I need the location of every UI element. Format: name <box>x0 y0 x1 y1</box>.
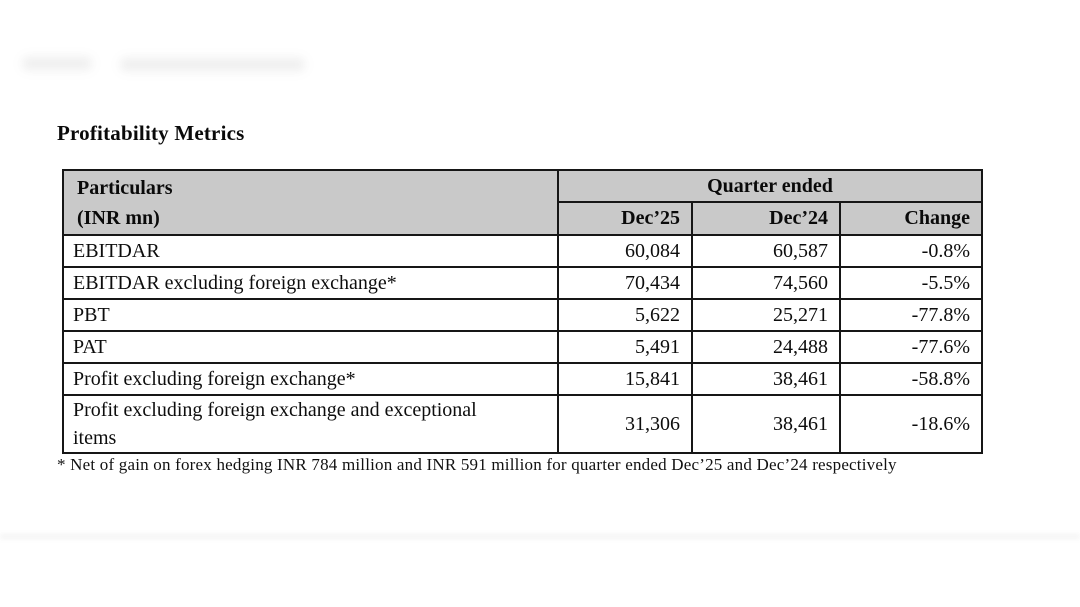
cell-change-value: -5.5% <box>840 267 982 299</box>
row-label: EBITDAR excluding foreign exchange* <box>63 267 558 299</box>
row-label: Profit excluding foreign exchange and exceptional items <box>63 395 558 453</box>
page-title: Profitability Metrics <box>57 121 245 145</box>
cell-dec25-value: 60,084 <box>558 235 692 267</box>
column-header-change: Change <box>840 202 982 235</box>
header-cell-quarter-ended: Quarter ended <box>558 170 982 202</box>
particulars-label-line2: (INR mn) <box>77 206 160 229</box>
cell-dec25-value: 5,622 <box>558 299 692 331</box>
table-row-profit-excl-fx-exceptional <box>63 395 982 453</box>
table-row-ebitdar <box>63 235 982 267</box>
row-label: EBITDAR <box>63 235 558 267</box>
table-row-pat <box>63 331 982 363</box>
cell-change-value: -0.8% <box>840 235 982 267</box>
cell-change-value: -77.6% <box>840 331 982 363</box>
table-header-row-1 <box>63 170 982 202</box>
profitability-table-container <box>62 169 983 454</box>
cell-dec25-value: 31,306 <box>558 395 692 453</box>
table-row-profit-excl-fx <box>63 363 982 395</box>
cell-change-value: -77.8% <box>840 299 982 331</box>
cell-dec25-value: 15,841 <box>558 363 692 395</box>
table-row-pbt <box>63 299 982 331</box>
cell-dec24-value: 38,461 <box>692 363 840 395</box>
cell-dec24-value: 25,271 <box>692 299 840 331</box>
cell-dec25-value: 70,434 <box>558 267 692 299</box>
profitability-table <box>62 169 983 454</box>
cell-dec24-value: 74,560 <box>692 267 840 299</box>
cell-dec25-value: 5,491 <box>558 331 692 363</box>
cell-change-value: -58.8% <box>840 363 982 395</box>
header-cell-particulars <box>63 170 558 235</box>
cell-dec24-value: 24,488 <box>692 331 840 363</box>
blur-artifact <box>22 57 92 70</box>
particulars-label-line1: Particulars <box>77 176 173 199</box>
row-label: PBT <box>63 299 558 331</box>
row-label: Profit excluding foreign exchange* <box>63 363 558 395</box>
column-header-dec25: Dec’25 <box>558 202 692 235</box>
cell-dec24-value: 60,587 <box>692 235 840 267</box>
table-row-ebitdar-excl-fx <box>63 267 982 299</box>
cell-change-value: -18.6% <box>840 395 982 453</box>
column-header-dec24: Dec’24 <box>692 202 840 235</box>
cell-dec24-value: 38,461 <box>692 395 840 453</box>
blur-artifact <box>120 58 305 71</box>
footnote: * Net of gain on forex hedging INR 784 million and INR 591 million for quarter ended Dec’25 and Dec’24 respectively <box>57 455 897 474</box>
blur-artifact-line <box>0 534 1080 539</box>
row-label: PAT <box>63 331 558 363</box>
